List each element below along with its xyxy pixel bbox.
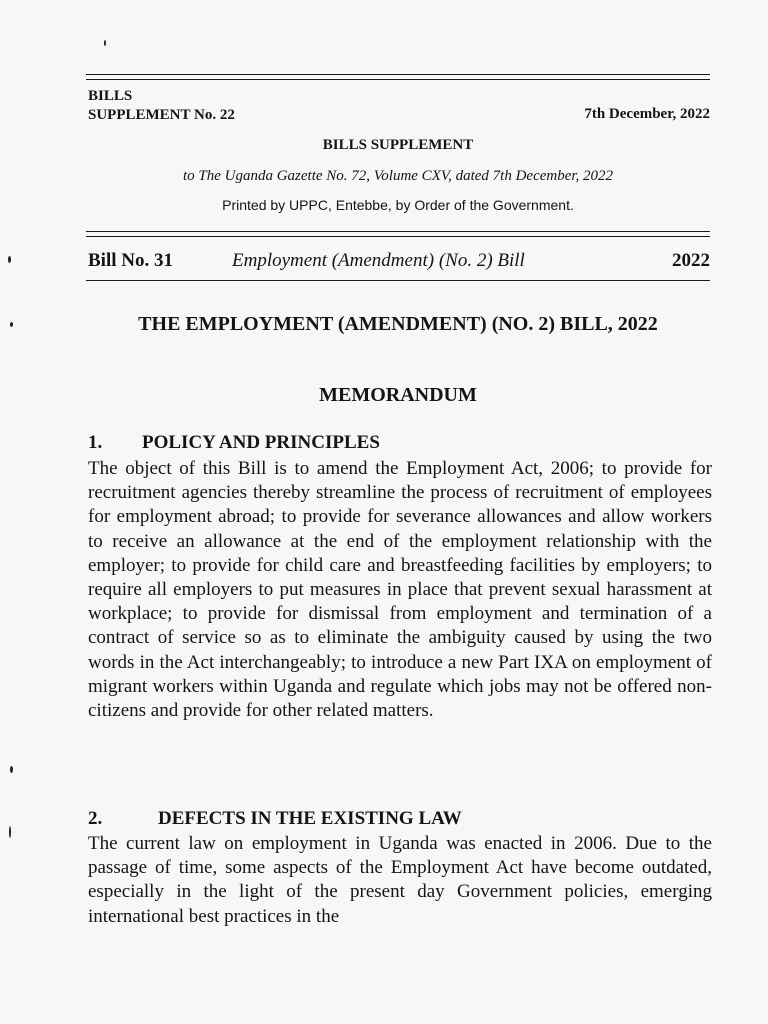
header-rule-top [86,74,710,75]
supplement-title: BILLS SUPPLEMENT [322,137,474,153]
memorandum-heading: MEMORANDUM [319,384,477,406]
header-date: 7th December, 2022 [584,106,710,122]
scan-speck [104,40,106,46]
header-bills: BILLS [88,88,133,104]
section-body [88,832,712,929]
section-title: POLICY AND PRINCIPLES [142,432,380,453]
section-number: 1. [88,432,103,453]
header-supplement-number: SUPPLEMENT No. 22 [88,107,235,123]
bill-rule-top-2 [86,236,710,237]
scan-speck [9,826,11,838]
header-rule-top-2 [86,79,710,80]
section-body [88,457,712,723]
bill-rule-bottom [86,280,710,281]
section-number: 2. [88,808,103,829]
bill-year: 2022 [672,250,710,271]
scan-speck [8,256,11,263]
section-body-text: The object of this Bill is to amend the Employment Act, 2006; to provide for recruitment agencies thereby streamline the process of recruitment of employees for employment abroad; to provide for severance allowances and allow workers to receive an allowance at the end of the employment relationship with the employer; to provide for child care and breastfeeding facilities by employers; to require all employers to put measures in place that prevent sexual harassment at workplace; to provide for dismissal from employment and termination of a contract of service so as to eliminate the ambiguity caused by using the two words in the Act interchangeably; to introduce a new Part IXA on employment of migrant workers within Uganda and regulate which jobs may not be offered non-citizens and provide for other related matters. [88,458,712,722]
scan-speck [10,766,13,773]
document-title: THE EMPLOYMENT (AMENDMENT) (NO. 2) BILL, 2022 [138,313,658,335]
section-title: DEFECTS IN THE EXISTING LAW [158,808,462,829]
bill-number: Bill No. 31 [88,250,173,271]
bill-name: Employment (Amendment) (No. 2) Bill [232,250,525,271]
bill-rule-top [86,231,710,232]
printed-by: Printed by UPPC, Entebbe, by Order of the Government. [222,197,574,213]
section-body-text: The current law on employment in Uganda was enacted in 2006. Due to the passage of time, some aspects of the Employment Act have become outdated, especially in the light of the present day Government policies, emerging international best practices in the [88,833,712,927]
gazette-reference: to The Uganda Gazette No. 72, Volume CXV, dated 7th December, 2022 [182,168,614,184]
scan-speck [10,322,13,327]
